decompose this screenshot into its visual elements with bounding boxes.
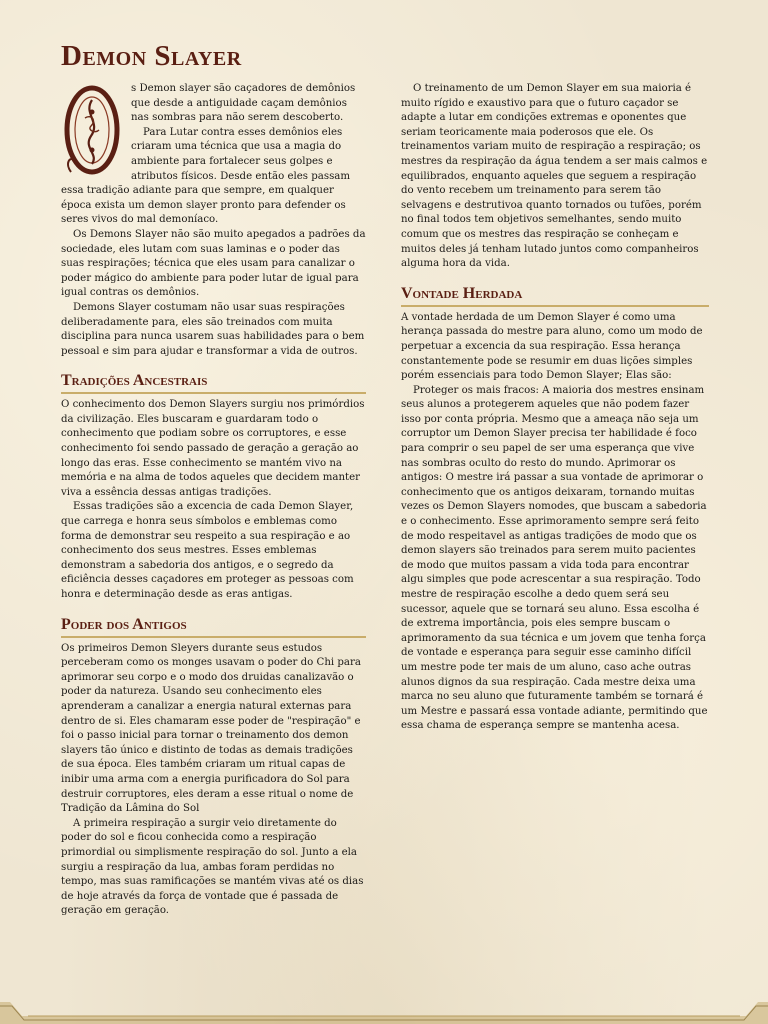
- footer-ornament-icon: [0, 998, 768, 1024]
- section-heading-vontade: Vontade Herdada: [401, 284, 709, 307]
- paragraph: A vontade herdada de um Demon Slayer é como uma herança passada do mestre para aluno, como um modo de perpetuar a excencia da sua respiração. Essa herança constantemente pode se resumir em duas lições simples porém essenciais para todo Demon Slayer; Elas são:: [401, 311, 703, 382]
- paragraph: Para Lutar contra esses demônios eles criaram uma técnica que usa a magia do ambiente para fortalecer seus golpes e atributos físicos. Desde então eles passam essa tradição adiante para que sempre, em qualquer época exista um demon slayer pronto para defender os seres vivos do mal demoníaco.: [61, 126, 351, 226]
- paragraph: Essas tradições são a excencia de cada Demon Slayer, que carrega e honra seus símbolos e emblemas como forma de demonstrar seu respeito a sua respiração e ao conhecimento dos seus mestres. Esses emblemas demonstram a sabedoria dos antigos, e o segredo da eficiência desses caçadores em proteger as pessoas com honra e determinação desde as eras antigas.: [61, 501, 354, 600]
- paragraph: Os Demons Slayer não são muito apegados a padrões da sociedade, eles lutam com suas laminas e o poder das suas respirações; técnica que eles usam para canalizar o poder mágico do ambiente para poder lutar de igual para igual contras os demônios.: [61, 228, 366, 299]
- section-heading-poder: Poder dos Antigos: [61, 615, 366, 638]
- dropcap-o-icon: [61, 84, 123, 176]
- paragraph: Os primeiros Demon Sleyers durante seus estudos perceberam como os monges usavam o poder do Chi para aprimorar seu corpo e o modo dos druidas canalizavão o poder da natureza. Usando seu conhecimento eles aprenderam a canalizar a energia natural externas para dentro de si. Eles chamaram esse poder de "respiração" e foi o passo inicial para tornar o treinamento dos demon slayers tão único e distinto de todas as demais tradições de sua época. Eles também criaram um ritual capas de inibir uma arma com a energia purificadora do Sol para destruir corruptores, eles deram a esse ritual o nome de Tradição da Lâmina do Sol: [61, 642, 361, 815]
- paragraph: Proteger os mais fracos: A maioria dos mestres ensinam seus alunos a protegerem aqueles que não podem fazer isso por conta própria. Mesmo que a ameaça não seja um corruptor um Demon Slayer precisa ter habilidade é foco para comprir o seu papel de ser uma esperança que vive nas sombras oculto do resto do mundo. Aprimorar os antigos: O mestre irá passar a sua vontade de aprimorar o conhecimento que os antigos deixaram, tornando muitas vezes os Demon Slayers nomodes, que buscam a sabedoria e o conhecimento. Esse aprimoramento sempre será feito de modo respeitavel as antigas tradições de modo que os demon slayers são treinados para serem muito pacientes de modo que muitos passam a vida toda para encontrar algu simples que pode acrescentar a sua respiração. Todo mestre de respiração escolhe a dedo quem será seu sucessor, aquele que se tornará seu aluno. Essa escolha é de extrema importância, pois eles sempre buscam o aprimoramento da sua técnica e um jovem que tenha força de vontade e esperança para seguir esse caminho difícil um mestre pode ter mais de um aluno, caso ache outras alunos dignos da sua respiração. Cada mestre deixa uma marca no seu aluno que futuramente também se tornará é um Mestre e passará essa vontade adiante, permitindo que essa chama de esperança sempre se mantenha acesa.: [401, 384, 708, 732]
- paragraph: O treinamento de um Demon Slayer em sua maioria é muito rígido e exaustivo para que o futuro caçador se adapte a lutar em condições extremas e oponentes que seriam teoricamente maia poderosos que ele. Os treinamentos variam muito de respiração a respiração; os mestres da respiração da água tendem a ser mais calmos e equilibrados, enquanto aqueles que seguem a respiração do vento recebem um treinamento para serem tão selvagens e destrutivoa quanto tornados ou tufões, porém no final todos tem objetivos semelhantes, sendo muito comum que os mestres das respiração se conheçam e muitos deles já tenham lutado juntos como companheiros alguma hora da vida.: [401, 83, 708, 270]
- left-column: [61, 82, 366, 919]
- intro-text: s Demon slayer são caçadores de demônios que desde a antiguidade caçam demônios nas sombras para não serem descoberto.: [131, 83, 356, 124]
- paragraph: A primeira respiração a surgir veio diretamente do poder do sol e ficou conhecida como a respiração primordial ou simplismente respiração do sol. Junto a ela surgiu a respiração da lua, ambas foram perdidas no tempo, mas suas ramificações se mantém vivas até os dias de hoje através da força de vontade que é passada de geração em geração.: [61, 817, 364, 917]
- paragraph: Demons Slayer costumam não usar suas respirações deliberadamente para, eles são treinados com muita disciplina para nunca usarem suas habilidades para o bem pessoal e sim para ajudar e transformar a vida de outros.: [61, 301, 365, 357]
- paragraph: O conhecimento dos Demon Slayers surgiu nos primórdios da civilização. Eles buscaram e guardaram todo o conhecimento que podiam sobre os corruptores, e esse conhecimento foi sendo passado de geração a geração ao longo das eras. Esse conhecimento se mantém vivo na memória e na alma de todos aqueles que decidem manter viva a essência dessas antigas tradições.: [61, 399, 365, 498]
- page-title: Demon Slayer: [61, 40, 242, 72]
- section-heading-tradicoes: Tradições Ancestrais: [61, 371, 366, 394]
- right-column: [401, 82, 709, 734]
